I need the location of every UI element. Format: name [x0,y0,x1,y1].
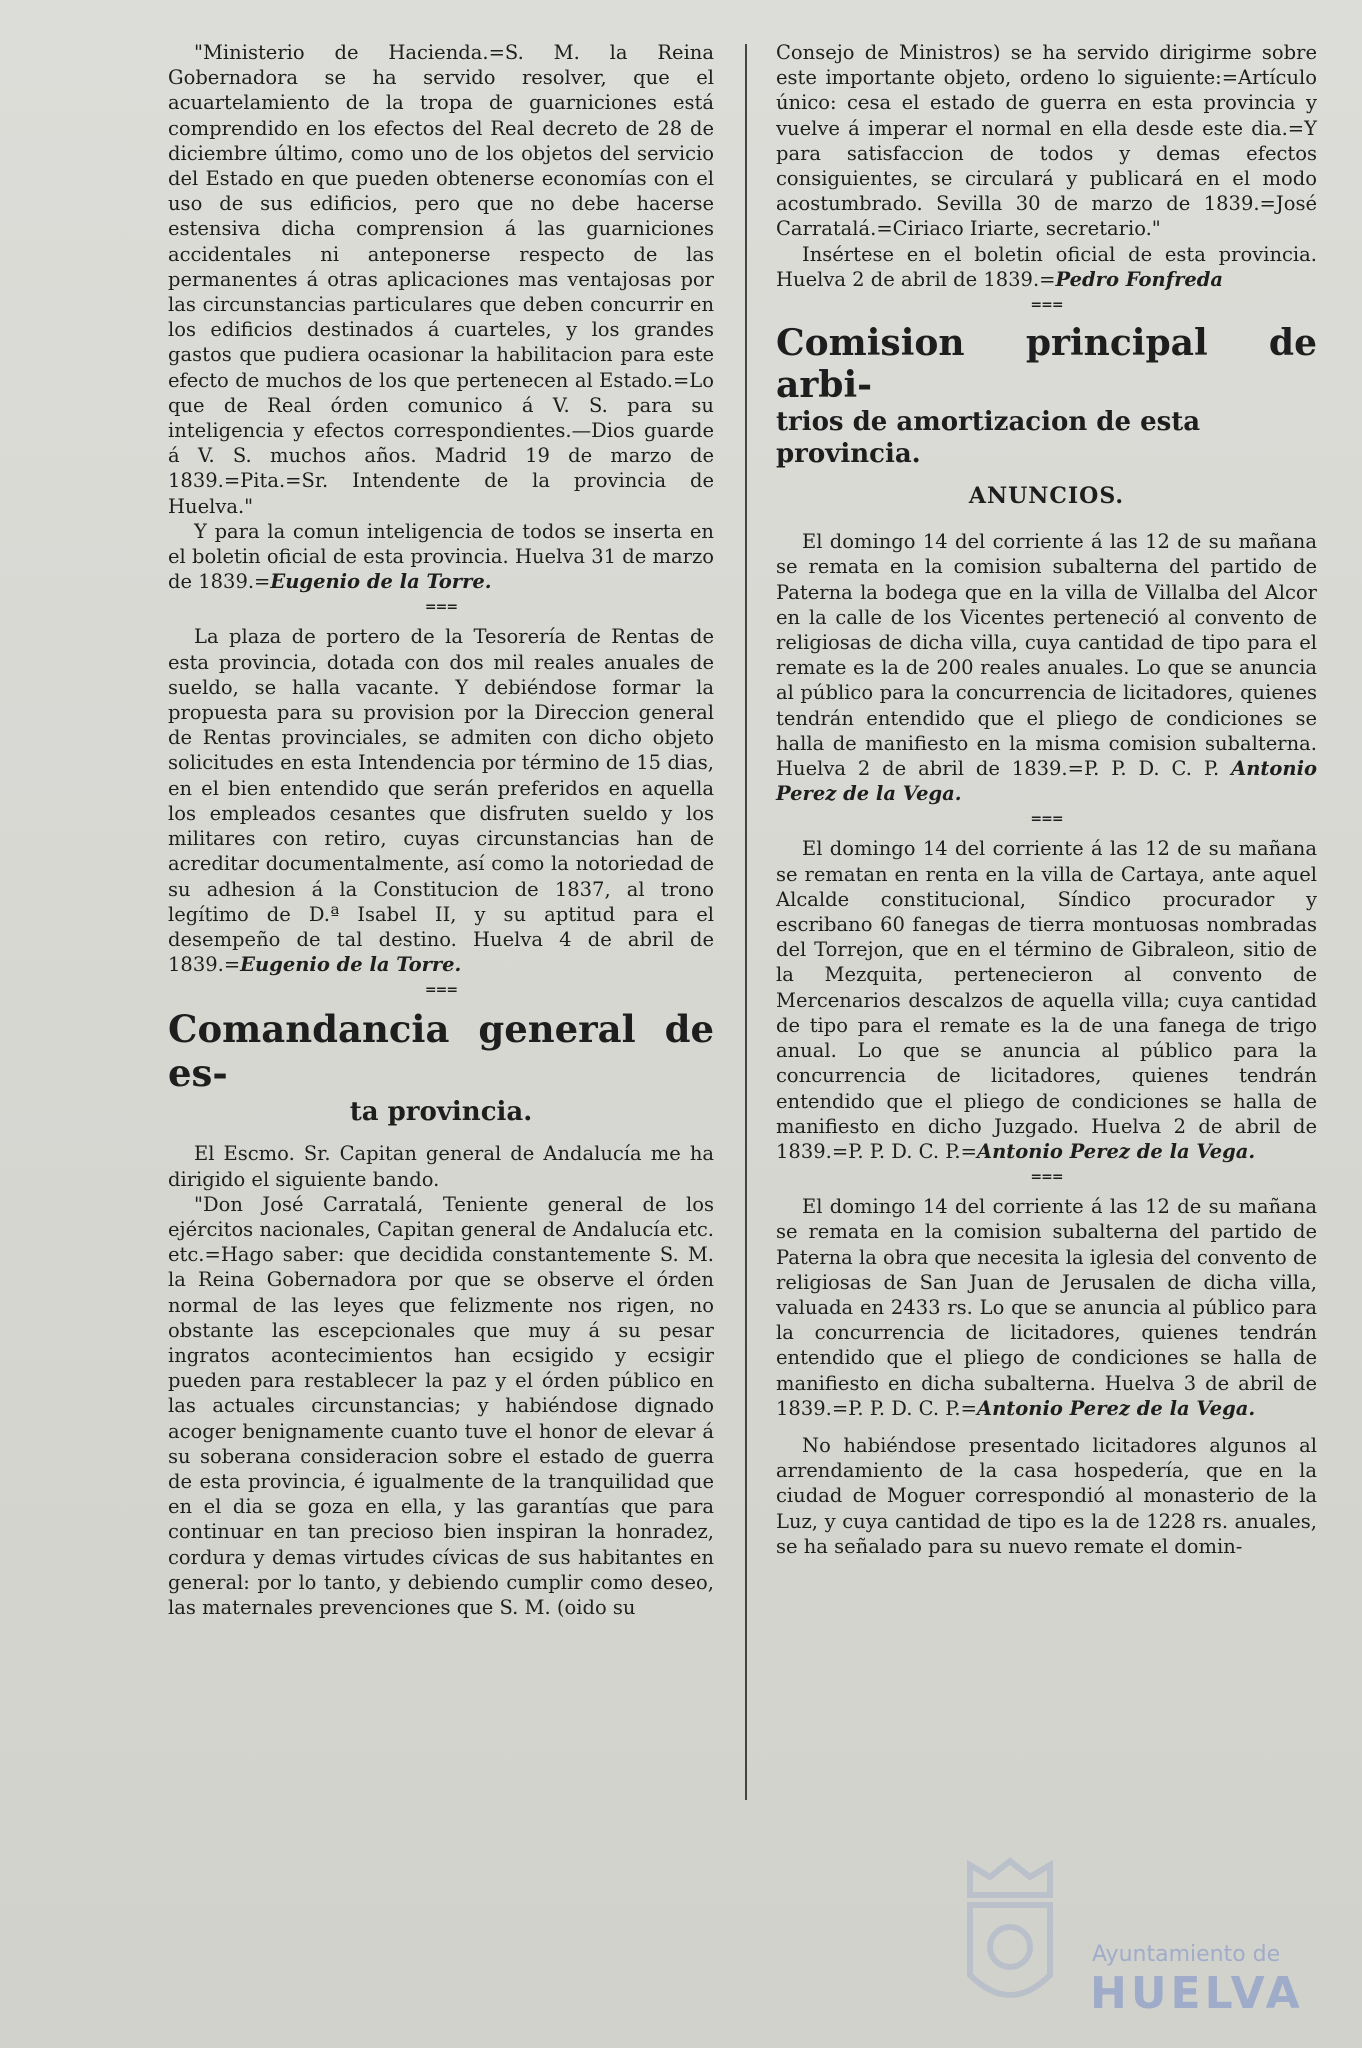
announcement-bodega [776,529,1317,806]
signature-antonio-perez: Antonio Perez de la Vega. [776,757,1318,806]
watermark-line2: HUELVA [1090,1968,1304,2019]
carratala-decree-paragraph: "Don José Carratalá, Teniente general de los ejércitos nacionales, Capitan general de Andalucía etc. etc.=Hago saber: que decidida constantemente S. M. la Reina Gobernadora por que se observe el órden normal de las leyes que felizmente nos rigen, no obstante las escepcionales que muy á su pesar ingratos acontecimientos han ecsigido y ecsigir pueden para restablecer la paz y el órden público en las actuales circunstancias; y habiéndose dignado acoger benignamente cuanto tuve el honor de elevar á su soberana consideracion sobre el estado de guerra de esta provincia, é igualmente de la tranquilidad que en el dia se goza en ella, y las garantías que para continuar en tan precioso bien inspiran la honradez, cordura y demas virtudes cívicas de sus habitantes en general: por lo tanto, y debiendo cumplir como deseo, las maternales prevenciones que S. M. (oido su [168,1192,714,1619]
announcement-iglesia [776,1194,1317,1421]
signature-antonio-perez-3: Antonio Perez de la Vega. [976,1396,1256,1420]
watermark-line1: Ayuntamiento de [1092,1942,1281,1967]
separator: === [1030,297,1063,314]
separator: === [1030,811,1063,828]
separator: === [1030,1169,1063,1186]
porter-vacancy-text: La plaza de portero de la Tesorería de Rentas de esta provincia, dotada con dos mil reales anuales de sueldo, se halla vacante. Y debiéndose formar la propuesta para su provision por la Direccion general de Rentas provinciales, se admiten con dicho objeto solicitudes en esta Intendencia por término de 15 dias, en el bien entendido que serán preferidos en aquella los empleados cesantes que disfruten sueldo y los militares con retiro, cuyas circunstancias han de acreditar documentalmente, así como la notoriedad de su adhesion á la Constitucion de 1837, al trono legítimo de D.ª Isabel II, y su aptitud para el desempeño de tal destino. Huelva 4 de abril de 1839.= [168,625,714,977]
decree-continuation-paragraph: Consejo de Ministros) se ha servido dirigirme sobre este importante objeto, ordeno lo siguiente:=Artículo único: cesa el estado de guerra en esta provincia y vuelve á imperar el normal en ella desde este dia.=Y para satisfaccion de todos y demas efectos consiguientes, se circulará y publicará en el modo acostumbrado. Sevilla 30 de marzo de 1839.=José Carratalá.=Ciriaco Iriarte, secretario." [776,41,1317,241]
section-title-comandancia: Comandancia general de es- [168,1007,714,1096]
captain-general-intro: El Escmo. Sr. Capitan general de Andalucía me ha dirigido el siguiente bando. [168,1142,714,1191]
signature-eugenio-2: Eugenio de la Torre. [240,953,462,977]
separator: === [424,982,458,999]
signature-antonio-perez-2: Antonio Perez de la Vega. [976,1139,1256,1163]
announcement-cartaya-text: El domingo 14 del corriente á las 12 de su mañana se rematan en renta en la villa de Cartaya, ante aquel Alcalde constitucional, Síndico procurador y escribano 60 fanegas de tierra montuosas nombradas del Torrejon, que en el término de Gibraleon, sitio de la Mezquita, pertenecieron al convento de Mercenarios descalzos de aquella villa; cuya cantidad de tipo para el remate es la de una fanega de trigo anual. Lo que se anuncia al público para la concurrencia de licitadores, quienes tendrán entendido que el pliego de condiciones se halla de manifiesto en dicho Juzgado. Huelva 2 de abril de 1839.=P. P. D. C. P.= [776,837,1317,1163]
announcements-heading: ANUNCIOS. [968,483,1125,510]
insertion-note-text: Y para la comun inteligencia de todos se inserta en el boletin oficial de esta provincia. Huelva 31 de marzo de 1839.= [168,519,714,594]
section-subtitle-comision: trios de amortizacion de esta provincia. [776,407,1201,470]
separator: === [424,599,458,616]
spacer [776,1421,1317,1433]
insertion-order-text: Insértese en el boletin oficial de esta provincia. Huelva 2 de abril de 1839.= [776,242,1317,291]
section-title-comision: Comision principal de arbi- [776,322,1317,407]
signature-eugenio: Eugenio de la Torre. [270,570,492,594]
announcement-hospederia: No habiéndose presentado licitadores algunos al arrendamiento de la casa hospedería, que en la ciudad de Moguer correspondió al monasterio de la Luz, y cuya cantidad de tipo es la de 1228 rs. anuales, se ha señalado para su nuevo remate el domin- [776,1433,1317,1558]
insertion-note-paragraph [168,519,714,595]
column-divider [745,44,747,1800]
left-column [168,40,714,1620]
porter-vacancy-paragraph [168,624,714,977]
announcement-bodega-text: El domingo 14 del corriente á las 12 de su mañana se remata en la comision subalterna del partido de Paterna la bodega que en la villa de Villalba del Alcor en la calle de los Vicentes perteneció al convento de religiosas de dicha villa, cuya cantidad de tipo para el remate es la de 200 reales anuales. Lo que se anuncia al público para la concurrencia de licitadores, quienes tendrán entendido que el pliego de condiciones se halla de manifiesto en la misma comision subalterna. Huelva 2 de abril de 1839.=P. P. D. C. P. [776,530,1317,781]
insertion-order-paragraph [776,242,1317,292]
section-subtitle-comandancia: ta provincia. [349,1097,533,1128]
signature-pedro-fonfreda: Pedro Fonfreda [1055,267,1224,291]
ministry-order-paragraph: "Ministerio de Hacienda.=S. M. la Reina Gobernadora se ha servido resolver, que el acuartelamiento de la tropa de guarniciones está comprendido en los efectos del Real decreto de 28 de diciembre último, como uno de los objetos del servicio del Estado en que pueden obtenerse economías con el uso de sus edificios, pero que no debe hacerse estensiva dicha comprension á las guarniciones accidentales ni anteponerse respecto de las permanentes á otras aplicaciones mas ventajosas por las circunstancias particulares que deben concurrir en los edificios destinados á cuarteles, y los grandes gastos que pudiera ocasionar la habilitacion para este efecto de muchos de los que pertenecen al Estado.=Lo que de Real órden comunico á V. S. para su inteligencia y efectos correspondientes.—Dios guarde á V. S. muchos años. Madrid 19 de marzo de 1839.=Pita.=Sr. Intendente de la provincia de Huelva." [168,41,714,518]
announcement-cartaya [776,836,1317,1164]
announcement-iglesia-text: El domingo 14 del corriente á las 12 de su mañana se remata en la comision subalterna del partido de Paterna la obra que necesita la iglesia del convento de religiosas de San Juan de Jerusalen de dicha villa, valuada en 2433 rs. Lo que se anuncia al público para la concurrencia de licitadores, quienes tendrán entendido que el pliego de condiciones se halla de manifiesto en dicha subalterna. Huelva 3 de abril de 1839.=P. P. D. C. P.= [776,1195,1317,1420]
right-column [776,40,1317,1559]
